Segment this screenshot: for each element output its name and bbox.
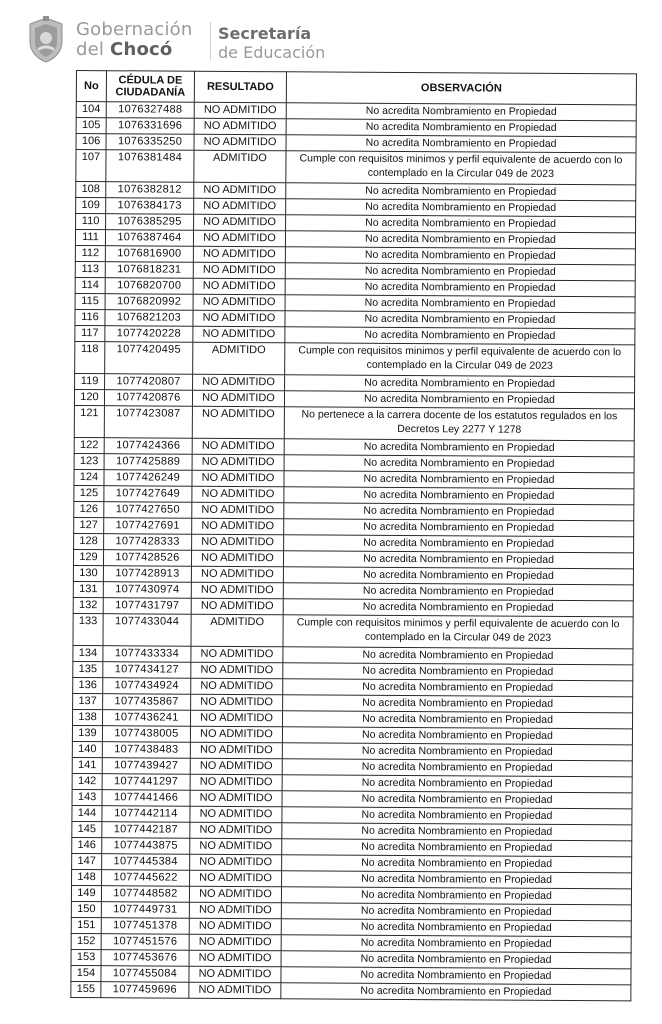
- row-resultado: NO ADMITIDO: [192, 486, 284, 503]
- row-observacion: No acredita Nombramiento en Propiedad: [281, 983, 631, 1001]
- row-resultado: NO ADMITIDO: [190, 758, 282, 775]
- row-observacion: No acredita Nombramiento en Propiedad: [284, 391, 634, 409]
- row-resultado: NO ADMITIDO: [193, 294, 285, 311]
- row-cedula: 1077448582: [101, 886, 189, 903]
- row-resultado: NO ADMITIDO: [192, 454, 284, 471]
- row-cedula: 1077438005: [102, 726, 190, 743]
- row-number: 144: [72, 805, 102, 821]
- row-cedula: 1077449731: [101, 902, 189, 919]
- row-number: 138: [72, 709, 102, 725]
- row-observacion: No acredita Nombramiento en Propiedad: [283, 647, 633, 665]
- row-observacion: No acredita Nombramiento en Propiedad: [284, 487, 634, 505]
- row-cedula: 1077445384: [102, 854, 190, 871]
- row-cedula: 1077420876: [104, 390, 192, 407]
- row-number: 139: [72, 725, 102, 741]
- row-number: 150: [71, 901, 101, 917]
- row-resultado: NO ADMITIDO: [190, 854, 282, 871]
- row-number: 108: [76, 182, 106, 198]
- row-observacion: No acredita Nombramiento en Propiedad: [284, 471, 634, 489]
- row-observacion: No acredita Nombramiento en Propiedad: [282, 807, 632, 825]
- governorate-line-2: del Chocó: [76, 39, 173, 60]
- row-observacion: Cumple con requisitos minimos y perfil equivalente de acuerdo con lo contemplado en la Circular 049 de 2023: [285, 343, 635, 377]
- row-cedula: 1076381484: [106, 150, 194, 183]
- row-number: 106: [76, 134, 106, 150]
- row-cedula: 1077434127: [103, 662, 191, 679]
- row-observacion: No acredita Nombramiento en Propiedad: [282, 791, 632, 809]
- row-resultado: NO ADMITIDO: [189, 982, 281, 999]
- table-row: [74, 405, 634, 440]
- row-cedula: 1077455084: [101, 966, 189, 983]
- row-observacion: Cumple con requisitos minimos y perfil equivalente de acuerdo con lo contemplado en la Circular 049 de 2023: [283, 615, 633, 649]
- column-header-cedula: CÉDULA DE CIUDADANÍA: [106, 71, 194, 103]
- column-header-no: No: [76, 71, 106, 102]
- row-resultado: NO ADMITIDO: [194, 102, 286, 119]
- row-observacion: No acredita Nombramiento en Propiedad: [281, 887, 631, 905]
- row-cedula: 1077439427: [102, 758, 190, 775]
- table-row: [75, 341, 635, 376]
- row-resultado: NO ADMITIDO: [191, 694, 283, 711]
- row-resultado: NO ADMITIDO: [191, 662, 283, 679]
- row-cedula: 1077428333: [104, 534, 192, 551]
- row-number: 147: [72, 853, 102, 869]
- row-cedula: 1076335250: [106, 134, 194, 151]
- row-cedula: 1076821203: [105, 310, 193, 327]
- table-body: [71, 102, 636, 1001]
- row-cedula: 1076387464: [105, 230, 193, 247]
- row-number: 134: [73, 645, 103, 661]
- row-number: 148: [72, 869, 102, 885]
- row-number: 119: [75, 373, 105, 389]
- table-row: [73, 613, 633, 648]
- results-table: [70, 70, 637, 1001]
- row-resultado: NO ADMITIDO: [190, 710, 282, 727]
- row-observacion: No acredita Nombramiento en Propiedad: [284, 503, 634, 521]
- row-observacion: No acredita Nombramiento en Propiedad: [282, 871, 632, 889]
- row-cedula: 1077441466: [102, 790, 190, 807]
- row-cedula: 1077442187: [102, 822, 190, 839]
- row-cedula: 1077459696: [101, 982, 189, 999]
- row-observacion: No acredita Nombramiento en Propiedad: [286, 183, 636, 201]
- row-cedula: 1077424366: [104, 438, 192, 455]
- row-number: 137: [73, 693, 103, 709]
- row-observacion: No acredita Nombramiento en Propiedad: [284, 455, 634, 473]
- row-cedula: 1076820700: [105, 278, 193, 295]
- row-number: 155: [71, 981, 101, 997]
- row-resultado: NO ADMITIDO: [192, 502, 284, 519]
- row-number: 145: [72, 821, 102, 837]
- row-cedula: 1077451378: [101, 918, 189, 935]
- row-resultado: NO ADMITIDO: [194, 134, 286, 151]
- row-resultado: NO ADMITIDO: [189, 934, 281, 951]
- row-observacion: No acredita Nombramiento en Propiedad: [281, 967, 631, 985]
- row-resultado: NO ADMITIDO: [193, 246, 285, 263]
- row-number: 128: [74, 533, 104, 549]
- row-observacion: No acredita Nombramiento en Propiedad: [282, 711, 632, 729]
- row-number: 141: [72, 757, 102, 773]
- row-cedula: 1077443875: [102, 838, 190, 855]
- row-observacion: No acredita Nombramiento en Propiedad: [285, 295, 635, 313]
- row-resultado: NO ADMITIDO: [191, 598, 283, 615]
- row-cedula: 1076816900: [105, 246, 193, 263]
- row-cedula: 1077426249: [104, 470, 192, 487]
- governorate-line-1: Gobernación: [76, 19, 193, 40]
- row-cedula: 1077428526: [103, 550, 191, 567]
- governorate-name: [76, 20, 193, 60]
- row-observacion: No pertenece a la carrera docente de los estatutos regulados en los Decretos Ley 2277 Y 1278: [284, 407, 634, 441]
- row-cedula: 1077453676: [101, 950, 189, 967]
- row-resultado: NO ADMITIDO: [194, 182, 286, 199]
- secretariat-line-1: Secretaría: [218, 24, 312, 43]
- row-resultado: NO ADMITIDO: [192, 534, 284, 551]
- row-number: 152: [71, 933, 101, 949]
- row-number: 133: [73, 613, 103, 645]
- row-cedula: 1077427691: [104, 518, 192, 535]
- row-number: 123: [74, 453, 104, 469]
- row-resultado: NO ADMITIDO: [190, 838, 282, 855]
- row-observacion: No acredita Nombramiento en Propiedad: [284, 535, 634, 553]
- row-resultado: NO ADMITIDO: [190, 742, 282, 759]
- header-divider: [210, 22, 211, 60]
- row-resultado: ADMITIDO: [191, 614, 283, 647]
- row-observacion: No acredita Nombramiento en Propiedad: [283, 663, 633, 681]
- row-resultado: NO ADMITIDO: [192, 518, 284, 535]
- row-resultado: NO ADMITIDO: [193, 230, 285, 247]
- row-number: 126: [74, 501, 104, 517]
- row-observacion: No acredita Nombramiento en Propiedad: [282, 759, 632, 777]
- row-observacion: No acredita Nombramiento en Propiedad: [285, 263, 635, 281]
- row-cedula: 1077445622: [102, 870, 190, 887]
- row-number: 149: [71, 885, 101, 901]
- row-number: 151: [71, 917, 101, 933]
- row-resultado: NO ADMITIDO: [190, 790, 282, 807]
- row-number: 111: [75, 230, 105, 246]
- row-cedula: 1077436241: [102, 710, 190, 727]
- row-number: 120: [74, 389, 104, 405]
- row-number: 142: [72, 773, 102, 789]
- row-resultado: NO ADMITIDO: [190, 822, 282, 839]
- row-observacion: No acredita Nombramiento en Propiedad: [285, 327, 635, 345]
- row-number: 135: [73, 661, 103, 677]
- row-resultado: NO ADMITIDO: [190, 774, 282, 791]
- row-observacion: No acredita Nombramiento en Propiedad: [282, 775, 632, 793]
- row-number: 125: [74, 485, 104, 501]
- row-resultado: NO ADMITIDO: [189, 886, 281, 903]
- row-cedula: 1077420495: [105, 342, 193, 375]
- row-number: 124: [74, 469, 104, 485]
- row-number: 129: [73, 549, 103, 565]
- row-cedula: 1077433044: [103, 614, 191, 647]
- row-number: 136: [73, 677, 103, 693]
- row-number: 146: [72, 837, 102, 853]
- table-header-row: [76, 71, 636, 105]
- table-row: [76, 150, 636, 185]
- row-number: 121: [74, 405, 104, 437]
- row-observacion: No acredita Nombramiento en Propiedad: [286, 215, 636, 233]
- row-cedula: 1076327488: [106, 102, 194, 119]
- row-observacion: No acredita Nombramiento en Propiedad: [284, 519, 634, 537]
- row-number: 140: [72, 741, 102, 757]
- row-resultado: NO ADMITIDO: [192, 438, 284, 455]
- row-number: 122: [74, 437, 104, 453]
- row-number: 107: [76, 150, 106, 182]
- row-resultado: NO ADMITIDO: [193, 310, 285, 327]
- row-resultado: NO ADMITIDO: [190, 870, 282, 887]
- row-number: 127: [74, 517, 104, 533]
- row-observacion: No acredita Nombramiento en Propiedad: [282, 823, 632, 841]
- row-number: 118: [75, 341, 105, 373]
- row-resultado: NO ADMITIDO: [191, 550, 283, 567]
- row-observacion: No acredita Nombramiento en Propiedad: [281, 951, 631, 969]
- row-cedula: 1076820992: [105, 294, 193, 311]
- row-observacion: No acredita Nombramiento en Propiedad: [283, 551, 633, 569]
- column-header-observacion: OBSERVACIÓN: [286, 72, 636, 105]
- row-observacion: No acredita Nombramiento en Propiedad: [285, 311, 635, 329]
- row-observacion: No acredita Nombramiento en Propiedad: [286, 199, 636, 217]
- row-resultado: NO ADMITIDO: [193, 374, 285, 391]
- row-cedula: 1076384173: [106, 198, 194, 215]
- secretariat-line-2: de Educación: [218, 43, 326, 62]
- row-resultado: NO ADMITIDO: [192, 390, 284, 407]
- row-resultado: NO ADMITIDO: [189, 902, 281, 919]
- department-seal-icon: [26, 16, 66, 64]
- row-observacion: No acredita Nombramiento en Propiedad: [285, 231, 635, 249]
- row-cedula: 1077441297: [102, 774, 190, 791]
- row-resultado: NO ADMITIDO: [191, 678, 283, 695]
- row-observacion: No acredita Nombramiento en Propiedad: [281, 903, 631, 921]
- row-number: 114: [75, 277, 105, 293]
- row-cedula: 1076385295: [106, 214, 194, 231]
- row-number: 116: [75, 309, 105, 325]
- row-observacion: No acredita Nombramiento en Propiedad: [283, 695, 633, 713]
- row-resultado: NO ADMITIDO: [189, 966, 281, 983]
- row-observacion: No acredita Nombramiento en Propiedad: [285, 247, 635, 265]
- row-observacion: No acredita Nombramiento en Propiedad: [282, 743, 632, 761]
- row-cedula: 1077431797: [103, 598, 191, 615]
- row-cedula: 1077425889: [104, 454, 192, 471]
- row-number: 110: [76, 214, 106, 230]
- row-number: 109: [76, 198, 106, 214]
- row-resultado: NO ADMITIDO: [191, 646, 283, 663]
- row-number: 154: [71, 965, 101, 981]
- row-observacion: No acredita Nombramiento en Propiedad: [284, 439, 634, 457]
- row-resultado: NO ADMITIDO: [193, 278, 285, 295]
- row-observacion: No acredita Nombramiento en Propiedad: [282, 839, 632, 857]
- row-number: 130: [73, 565, 103, 581]
- row-number: 117: [75, 325, 105, 341]
- row-cedula: 1077438483: [102, 742, 190, 759]
- row-number: 153: [71, 949, 101, 965]
- row-observacion: Cumple con requisitos minimos y perfil equivalente de acuerdo con lo contemplado en la Circular 049 de 2023: [286, 151, 636, 185]
- row-number: 143: [72, 789, 102, 805]
- row-number: 113: [75, 261, 105, 277]
- row-observacion: No acredita Nombramiento en Propiedad: [283, 679, 633, 697]
- row-resultado: NO ADMITIDO: [189, 918, 281, 935]
- row-cedula: 1076331696: [106, 118, 194, 135]
- row-cedula: 1077442114: [102, 806, 190, 823]
- row-observacion: No acredita Nombramiento en Propiedad: [281, 935, 631, 953]
- row-number: 132: [73, 597, 103, 613]
- row-number: 131: [73, 581, 103, 597]
- row-observacion: No acredita Nombramiento en Propiedad: [286, 135, 636, 153]
- row-observacion: No acredita Nombramiento en Propiedad: [285, 375, 635, 393]
- row-resultado: NO ADMITIDO: [192, 406, 284, 439]
- row-observacion: No acredita Nombramiento en Propiedad: [286, 119, 636, 137]
- row-observacion: No acredita Nombramiento en Propiedad: [283, 599, 633, 617]
- row-resultado: NO ADMITIDO: [194, 118, 286, 135]
- row-resultado: NO ADMITIDO: [194, 198, 286, 215]
- row-observacion: No acredita Nombramiento en Propiedad: [282, 855, 632, 873]
- row-resultado: NO ADMITIDO: [192, 470, 284, 487]
- row-resultado: NO ADMITIDO: [191, 582, 283, 599]
- row-resultado: NO ADMITIDO: [193, 262, 285, 279]
- row-observacion: No acredita Nombramiento en Propiedad: [281, 919, 631, 937]
- row-resultado: NO ADMITIDO: [194, 214, 286, 231]
- letterhead: [22, 10, 642, 68]
- column-header-resultado: RESULTADO: [194, 71, 286, 103]
- row-observacion: No acredita Nombramiento en Propiedad: [283, 583, 633, 601]
- row-observacion: No acredita Nombramiento en Propiedad: [285, 279, 635, 297]
- row-resultado: NO ADMITIDO: [191, 566, 283, 583]
- row-resultado: ADMITIDO: [194, 150, 286, 183]
- row-cedula: 1076382812: [106, 182, 194, 199]
- row-cedula: 1077420228: [105, 326, 193, 343]
- row-cedula: 1077427650: [104, 502, 192, 519]
- row-resultado: NO ADMITIDO: [193, 326, 285, 343]
- row-cedula: 1077433334: [103, 646, 191, 663]
- secretariat-name: [218, 24, 325, 62]
- row-cedula: 1077430974: [103, 582, 191, 599]
- row-number: 104: [76, 102, 106, 118]
- row-cedula: 1077435867: [103, 694, 191, 711]
- row-cedula: 1077420807: [105, 374, 193, 391]
- row-observacion: No acredita Nombramiento en Propiedad: [283, 567, 633, 585]
- row-number: 115: [75, 293, 105, 309]
- row-resultado: ADMITIDO: [193, 342, 285, 375]
- row-observacion: No acredita Nombramiento en Propiedad: [286, 103, 636, 121]
- row-cedula: 1077434924: [103, 678, 191, 695]
- row-cedula: 1077423087: [104, 406, 192, 439]
- row-cedula: 1076818231: [105, 262, 193, 279]
- row-resultado: NO ADMITIDO: [190, 726, 282, 743]
- row-number: 112: [75, 245, 105, 261]
- row-number: 105: [76, 118, 106, 134]
- row-cedula: 1077428913: [103, 566, 191, 583]
- table-row: [71, 981, 631, 1000]
- row-cedula: 1077451576: [101, 934, 189, 951]
- row-resultado: NO ADMITIDO: [190, 806, 282, 823]
- row-observacion: No acredita Nombramiento en Propiedad: [282, 727, 632, 745]
- row-resultado: NO ADMITIDO: [189, 950, 281, 967]
- row-cedula: 1077427649: [104, 486, 192, 503]
